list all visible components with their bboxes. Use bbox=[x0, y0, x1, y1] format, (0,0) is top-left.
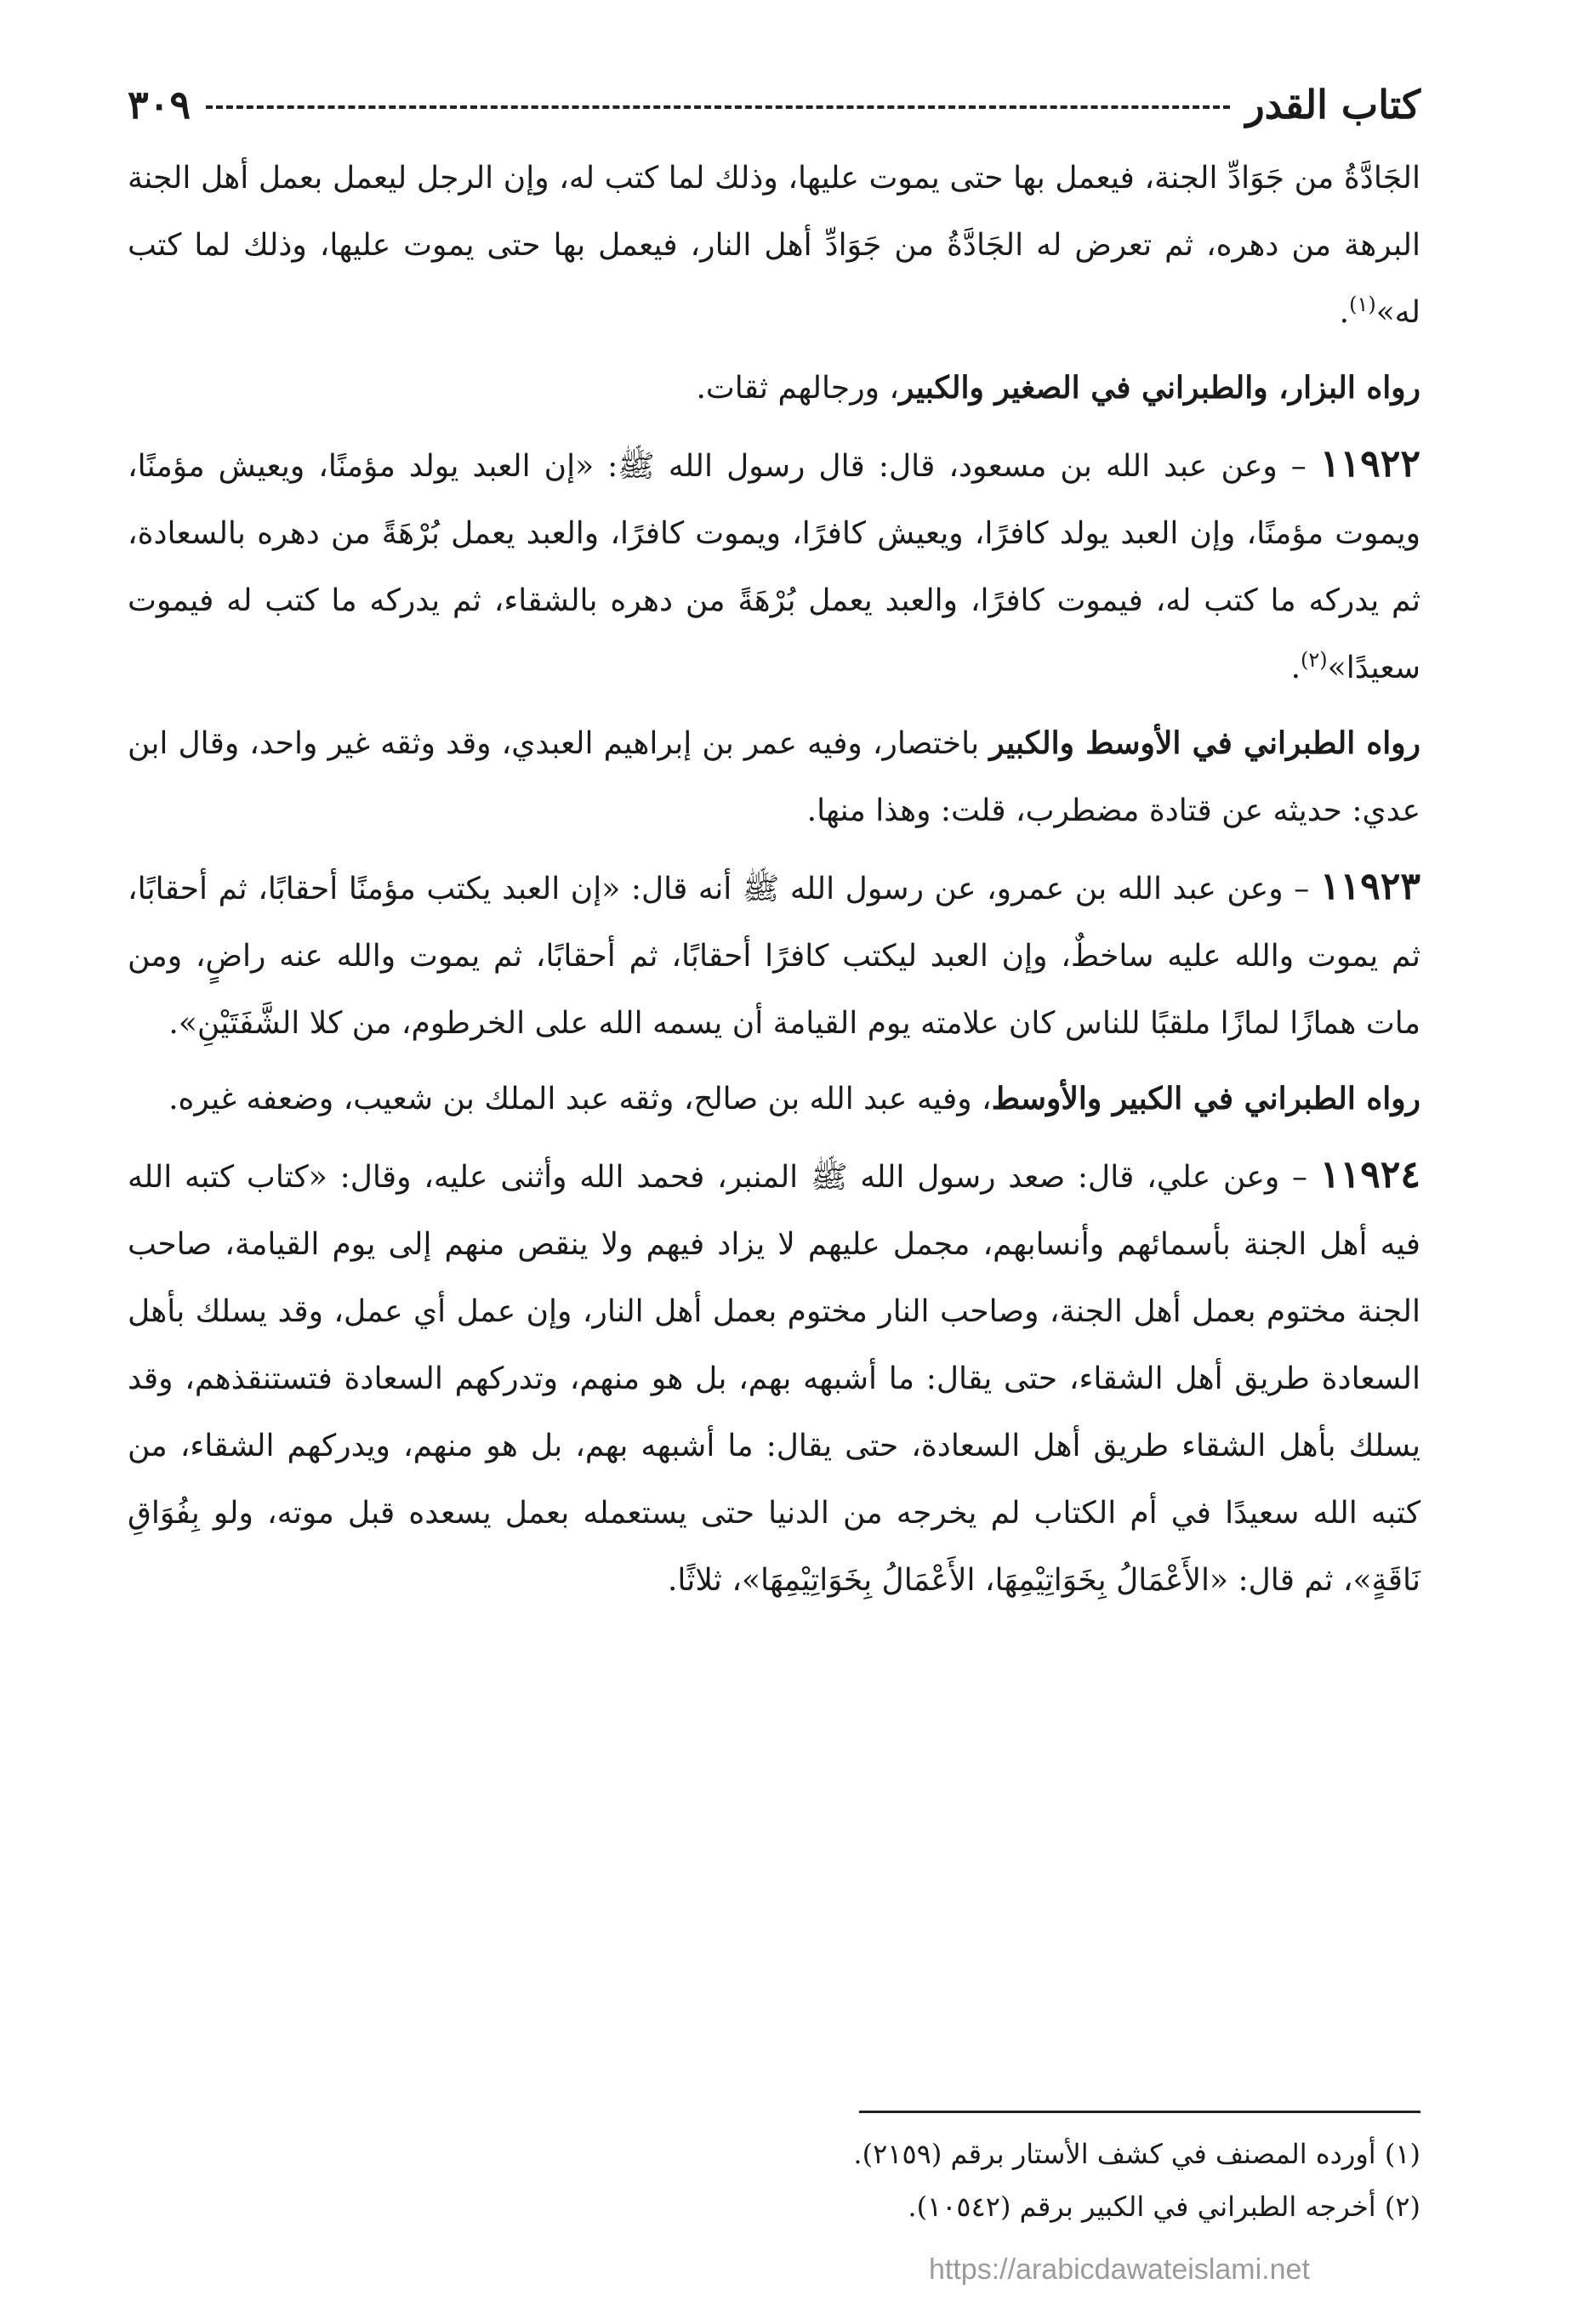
footnote-separator bbox=[859, 2111, 1420, 2113]
footnotes bbox=[128, 2128, 1420, 2233]
narration-source: رواه الطبراني في الأوسط والكبير باختصار، وفيه عمر بن إبراهيم العبدي، وقد وثقه غير واحد، وقال ابن عدي: حديثه عن قتادة مضطرب، قلت: وهذا منها. bbox=[128, 725, 1420, 828]
watermark-url: https://arabicdawateislami.net bbox=[929, 2253, 1310, 2286]
main-text bbox=[128, 145, 1420, 1622]
narration-source: رواه البزار، والطبراني في الصغير والكبير، ورجالهم ثقات. bbox=[696, 370, 1420, 406]
hadith-11922: ١١٩٢٢ – وعن عبد الله بن مسعود، قال: قال رسول الله ﷺ: «إن العبد يولد مؤمنًا، ويعيش مؤمنًا، ويموت مؤمنًا، وإن العبد يولد كافرًا، ويعيش كافرًا، ويموت كافرًا، والعبد يعمل بُرْهَةً من دهره بالسعادة، ثم يدركه ما كتب له، فيموت كافرًا، والعبد يعمل بُرْهَةً من دهره بالشقاء، ثم يدركه ما كتب له فيموت سعيدًا»$^{(٢)}$. bbox=[128, 442, 1420, 685]
hadith-11924: ١١٩٢٤ – وعن علي، قال: صعد رسول الله ﷺ المنبر، فحمد الله وأثنى عليه، وقال: «كتاب كتبه الله فيه أهل الجنة بأسمائهم وأنسابهم، مجمل عليهم لا يزاد فيهم ولا ينقص منهم إلى يوم القيامة، صاحب الجنة مختوم بعمل أهل الجنة، وصاحب النار مختوم بعمل أهل النار، وإن عمل أي عمل، وقد يسلك بأهل السعادة طريق أهل الشقاء، حتى يقال: ما أشبهه بهم، بل هو منهم، وتدركهم السعادة فتستنقذهم، وقد يسلك بأهل الشقاء طريق أهل السعادة، حتى يقال: ما أشبهه بهم، بل هو منهم، ويدركهم الشقاء، من كتبه الله سعيدًا في أم الكتاب لم يخرجه من الدنيا حتى يستعمله بعمل يسعده قبل موته، ولو بِفُوَاقِ نَاقَةٍ»، ثم قال: «الأَعْمَالُ بِخَوَاتِيْمِهَا، الأَعْمَالُ بِخَوَاتِيْمِهَا»، ثلاثًا. bbox=[128, 1153, 1420, 1598]
paragraph-continuation: الجَادَّةُ من جَوَادِّ الجنة، فيعمل بها حتى يموت عليها، وذلك لما كتب له، وإن الرجل ليعمل بعمل أهل الجنة البرهة من دهره، ثم تعرض له الجَادَّةُ من جَوَادِّ أهل النار، فيعمل بها حتى يموت عليها، وذلك لما كتب له»$^{(١)}$. bbox=[128, 161, 1420, 330]
page-number: ٣٠٩ bbox=[128, 82, 191, 128]
hadith-11923: ١١٩٢٣ – وعن عبد الله بن عمرو، عن رسول الله ﷺ أنه قال: «إن العبد يكتب مؤمنًا أحقابًا، ثم أحقابًا، ثم يموت والله عليه ساخطٌ، وإن العبد ليكتب كافرًا أحقابًا، ثم أحقابًا، ثم يموت والله عنه راضٍ، ومن مات همازًا لمازًا ملقبًا للناس كان علامته يوم القيامة أن يسمه الله على الخرطوم، من كلا الشَّفَتَيْنِ». bbox=[128, 865, 1421, 1041]
footnote-marker: (٢) bbox=[1301, 648, 1328, 672]
hadith-number: ١١٩٢٤ bbox=[1319, 1153, 1420, 1196]
running-title: كتاب القدر bbox=[1245, 82, 1420, 128]
narration-source: رواه الطبراني في الكبير والأوسط، وفيه عبد الله بن صالح، وثقه عبد الملك بن شعيب، وضعفه غيره. bbox=[168, 1081, 1420, 1117]
footnote-2: (٢) أخرجه الطبراني في الكبير برقم (١٠٥٤٢). bbox=[908, 2190, 1420, 2223]
hadith-number: ١١٩٢٢ bbox=[1319, 442, 1420, 486]
hadith-number: ١١٩٢٣ bbox=[1319, 865, 1421, 908]
footnote-marker: (١) bbox=[1349, 293, 1376, 316]
footnote-1: (١) أورده المصنف في كشف الأستار برقم (٢١٥٩). bbox=[853, 2138, 1420, 2170]
header-rule bbox=[206, 105, 1230, 109]
page-header bbox=[128, 75, 1420, 134]
